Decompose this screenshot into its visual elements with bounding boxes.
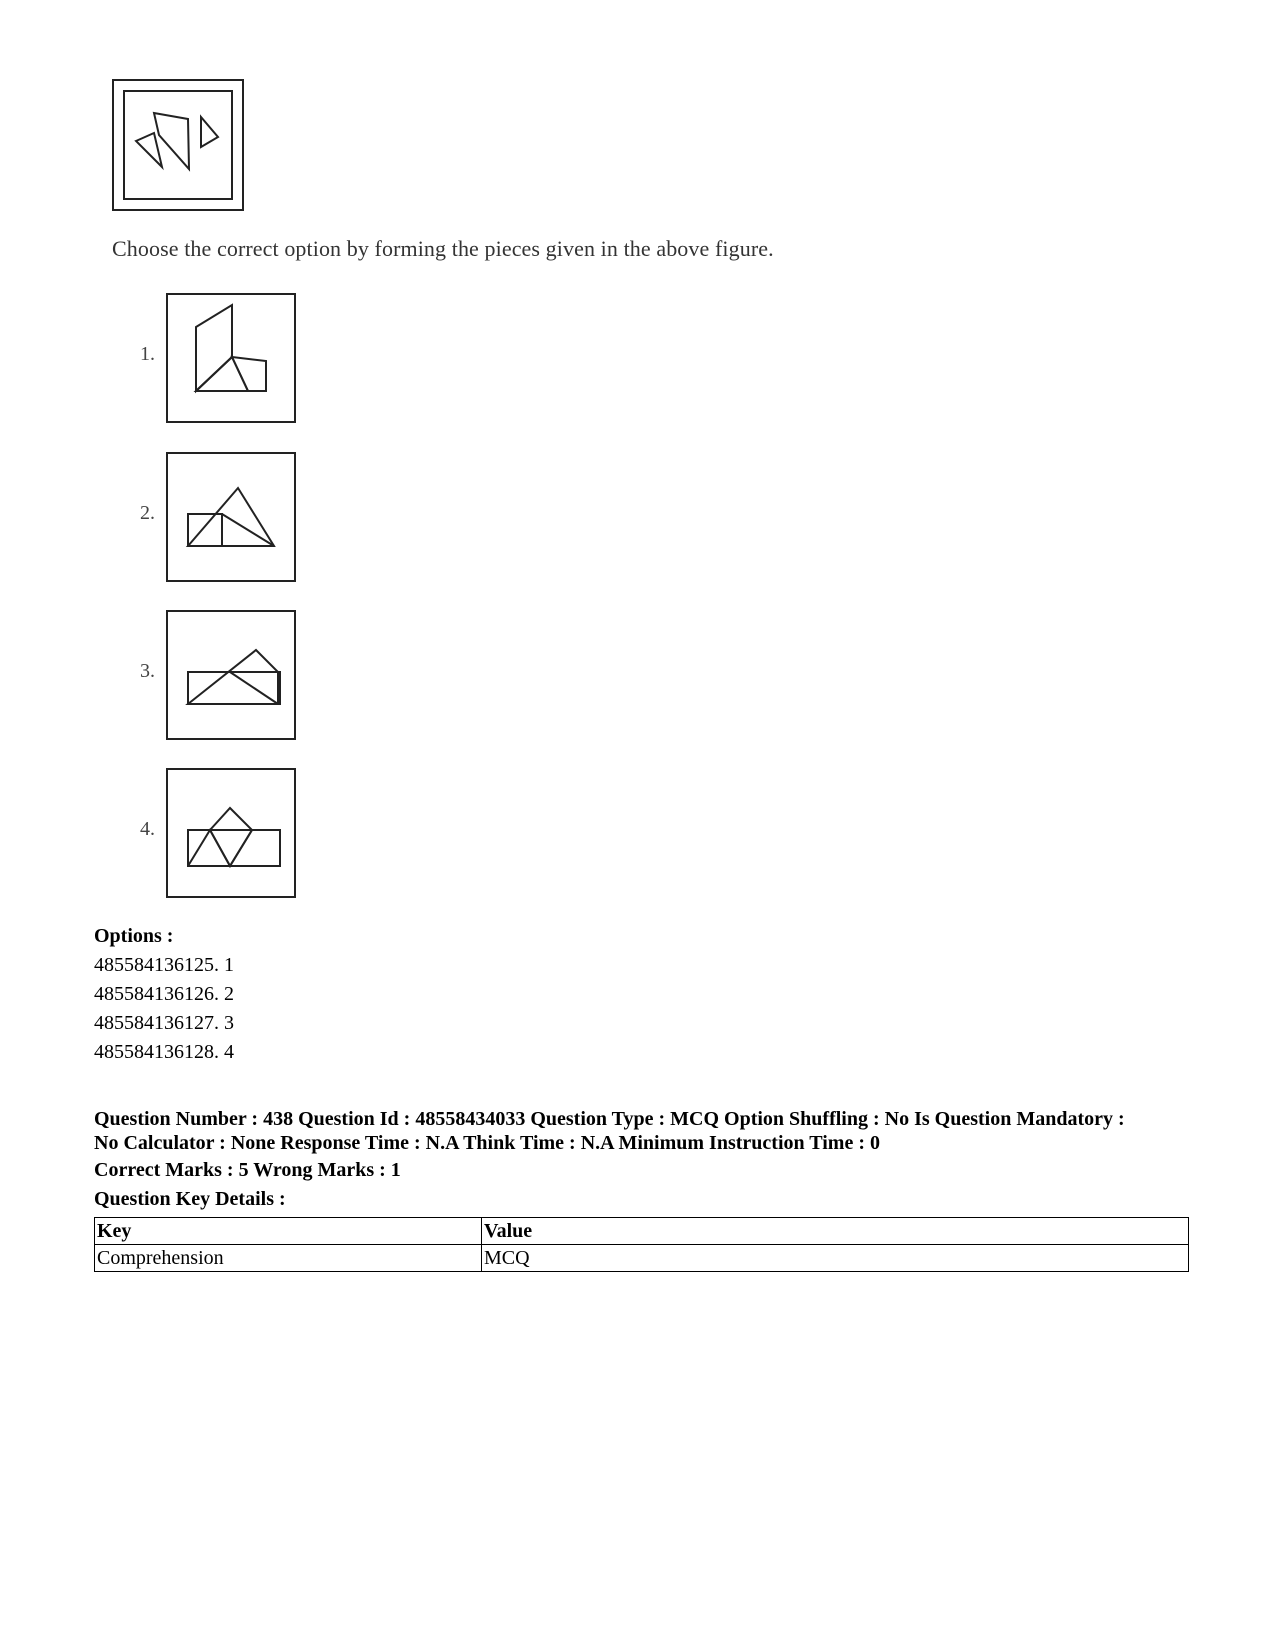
option-number: 4. <box>140 818 155 840</box>
option-item: 485584136125. 1 <box>94 954 234 976</box>
marks-info: Correct Marks : 5 Wrong Marks : 1 <box>94 1159 401 1181</box>
table-header-value: Value <box>482 1218 1189 1245</box>
option-figure-1 <box>166 293 296 423</box>
question-figure <box>112 79 244 211</box>
question-prompt: Choose the correct option by forming the pieces given in the above figure. <box>112 236 774 261</box>
option-number: 3. <box>140 660 155 682</box>
option-figure-2 <box>166 452 296 582</box>
figure-option-2 <box>140 452 300 582</box>
option-number: 1. <box>140 343 155 365</box>
meta-line-1: Question Number : 438 Question Id : 48558434033 Question Type : MCQ Option Shuffling : No Is Question Mandatory : <box>94 1108 1125 1130</box>
option-number: 2. <box>140 502 155 524</box>
table-row <box>95 1245 1189 1272</box>
table-cell-value: MCQ <box>482 1245 1189 1272</box>
options-list <box>94 922 234 1067</box>
meta-line-2: No Calculator : None Response Time : N.A Think Time : N.A Minimum Instruction Time : 0 <box>94 1132 880 1154</box>
option-item: 485584136126. 2 <box>94 983 234 1005</box>
option-item: 485584136128. 4 <box>94 1041 234 1063</box>
figure-option-3 <box>140 610 300 740</box>
option-figure-4 <box>166 768 296 898</box>
option-figure-3 <box>166 610 296 740</box>
key-table <box>94 1217 1189 1272</box>
table-header-key: Key <box>95 1218 482 1245</box>
figure-option-1 <box>140 293 300 423</box>
key-details-title: Question Key Details : <box>94 1188 286 1210</box>
figure-option-4 <box>140 768 300 898</box>
question-meta <box>94 1107 1214 1155</box>
table-header-row <box>95 1218 1189 1245</box>
options-title: Options : <box>94 925 174 947</box>
option-item: 485584136127. 3 <box>94 1012 234 1034</box>
table-cell-key: Comprehension <box>95 1245 482 1272</box>
